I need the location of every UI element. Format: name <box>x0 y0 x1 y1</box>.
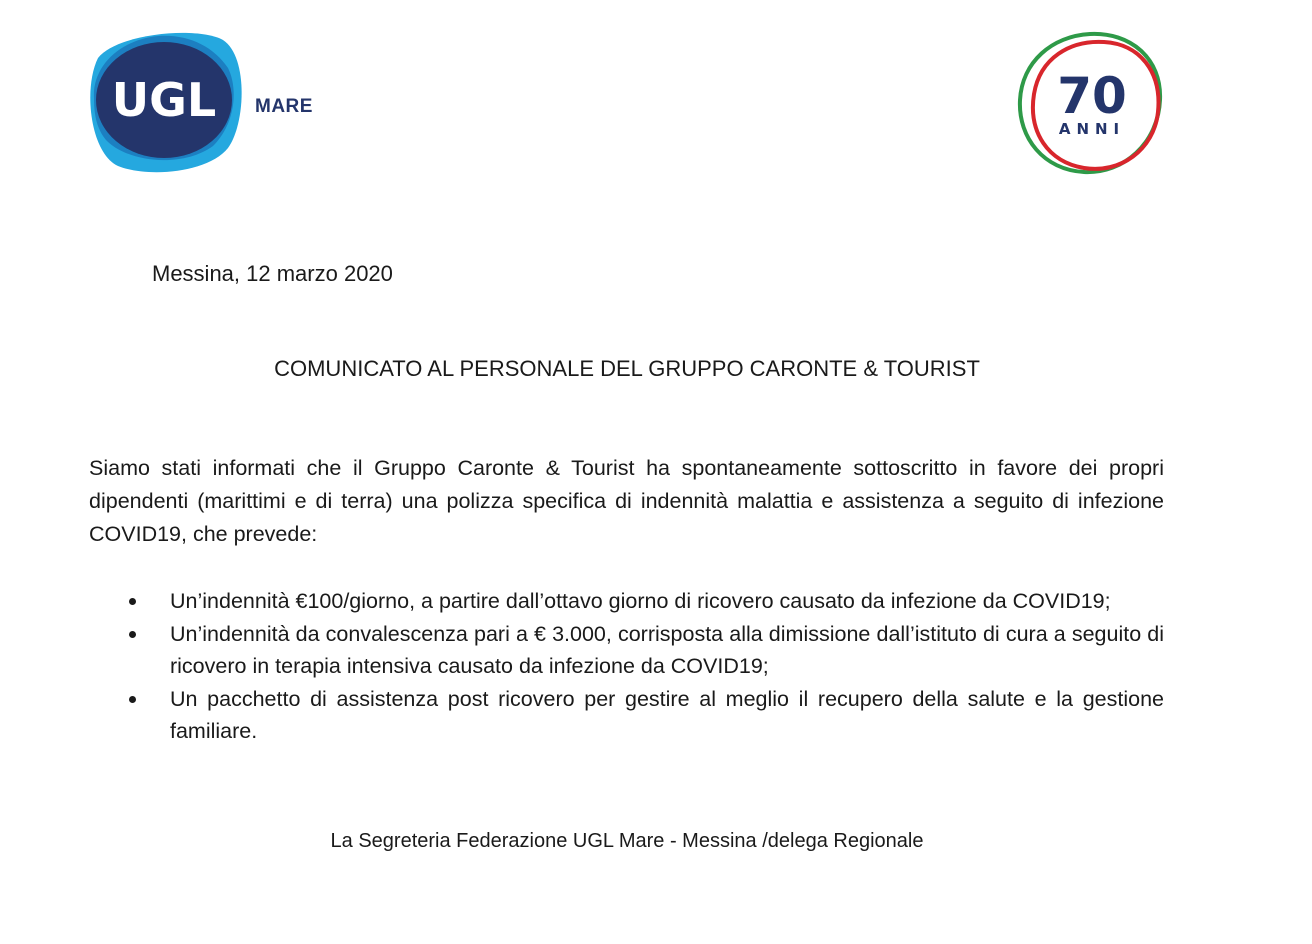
page-title: COMUNICATO AL PERSONALE DEL GRUPPO CARONTE & TOURIST <box>274 356 980 381</box>
anniversary-number: 70 <box>1057 67 1127 125</box>
date-line: Messina, 12 marzo 2020 <box>152 261 393 286</box>
list-item-text: Un’indennità €100/giorno, a partire dall’ottavo giorno di ricovero causato da infezione da COVID19; <box>170 589 1111 613</box>
list-item-text: Un’indennità da convalescenza pari a € 3.000, corrisposta alla dimissione dall’istituto di cura a seguito di ricovero in terapia intensiva causato da infezione da COVID19; <box>170 621 1164 678</box>
list-item <box>89 683 1164 748</box>
anniversary-word: ANNI <box>1058 120 1126 138</box>
bullet-icon <box>129 696 136 703</box>
bullet-icon <box>129 598 136 605</box>
ugl-logo <box>88 28 248 178</box>
signature: La Segreteria Federazione UGL Mare - Messina /delega Regionale <box>330 830 924 852</box>
benefits-list <box>89 585 1164 748</box>
brand-subtitle: MARE <box>255 96 313 117</box>
anniversary-logo <box>1012 28 1168 178</box>
list-item <box>89 618 1164 683</box>
list-item <box>89 585 1164 618</box>
intro-paragraph: Siamo stati informati che il Gruppo Caronte & Tourist ha spontaneamente sottoscritto in favore dei propri dipendenti (marittimi e di terra) una polizza specifica di indennità malattia e assistenza a seguito di infezione COVID19, che prevede: <box>89 456 1164 546</box>
list-item-text: Un pacchetto di assistenza post ricovero per gestire al meglio il recupero della salute e la gestione familiare. <box>170 686 1164 743</box>
ugl-logo-text: UGL <box>111 73 217 127</box>
bullet-icon <box>129 631 136 638</box>
